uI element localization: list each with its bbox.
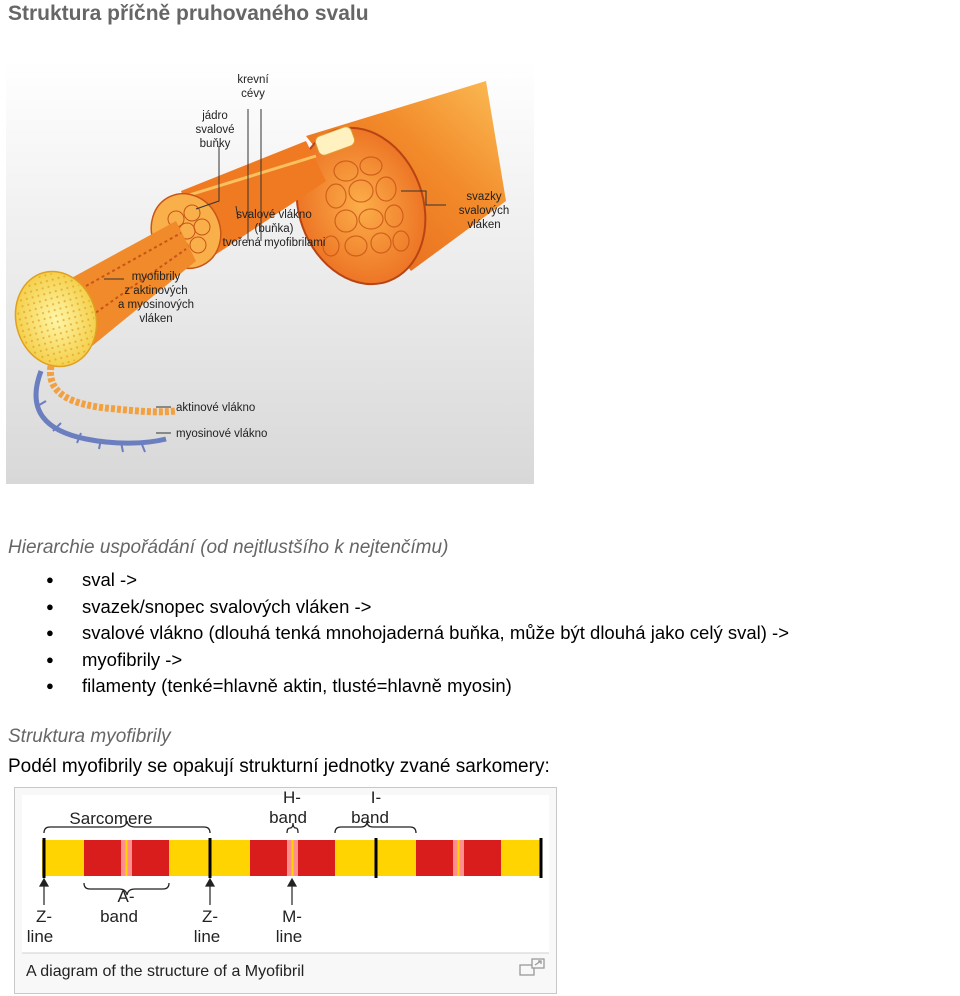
list-item-text: myofibrily -> [82, 648, 183, 670]
myofibril-diagram [14, 787, 557, 994]
label-nucleus-1: jádro [202, 110, 228, 122]
label-i-band-1: I- [370, 788, 382, 807]
label-a-band-2: band [100, 907, 138, 926]
list-item [0, 647, 960, 674]
label-sarcomere: Sarcomere [69, 809, 153, 828]
list-item [0, 673, 960, 700]
muscle-structure-figure [6, 61, 534, 484]
label-nucleus-3: buňky [199, 138, 231, 150]
bullet: ● [46, 598, 54, 614]
myofibril-heading: Struktura myofibrily [8, 726, 171, 747]
label-bundles-1: svazky [466, 191, 502, 203]
list-item-text: filamenty (tenké=hlavně aktin, tlusté=hlavně myosin) [82, 675, 512, 696]
list-item-text: svazek/snopec svalových vláken -> [82, 595, 372, 617]
label-nucleus-2: svalové [195, 124, 235, 136]
label-bundles-3: vláken [467, 219, 501, 231]
bullet: ● [46, 678, 54, 693]
hierarchy-list [0, 567, 960, 700]
label-blood-vessels-2: cévy [241, 88, 265, 100]
label-actin: aktinové vlákno [176, 402, 256, 414]
label-m-line-1: M- [282, 907, 302, 926]
myofibril-paragraph: Podél myofibrily se opakují strukturní jednotky zvané sarkomery: [8, 756, 550, 777]
page-title: Struktura příčně pruhovaného svalu [8, 2, 369, 25]
label-z-line-mid-1: Z- [201, 907, 219, 926]
list-item-text: sval -> [82, 569, 138, 590]
hierarchy-heading: Hierarchie uspořádání (od nejtlustšího k nejtenčímu) [8, 537, 449, 558]
bullet: ● [46, 572, 54, 587]
label-myofibrils-2: z aktinových [124, 285, 188, 297]
label-myofibrils-4: vláken [139, 313, 173, 325]
label-fiber-2: (buňka) [254, 223, 294, 235]
bullet: ● [46, 651, 54, 667]
label-z-line-left-1: Z- [35, 907, 53, 926]
label-h-band-2: band [269, 808, 307, 827]
label-fiber-3: tvořená myofibrilami [222, 237, 326, 249]
list-item [0, 567, 960, 594]
label-bundles-2: svalových [458, 205, 510, 217]
label-z-line-mid-2: line [193, 927, 221, 946]
label-fiber-1: svalové vlákno [236, 209, 312, 221]
list-item-text: svalové vlákno (dlouhá tenká mnohojaderná buňka, může být dlouhá jako celý sval) -> [82, 622, 790, 643]
label-h-band-1: H- [283, 788, 301, 807]
label-myofibrils-1: myofibrily [131, 271, 181, 283]
label-blood-vessels-1: krevní [237, 74, 269, 86]
label-myofibrils-3: a myosinových [117, 299, 195, 311]
list-item [0, 620, 960, 647]
label-z-line-left-2: line [26, 927, 54, 946]
label-i-band-2: band [351, 808, 389, 827]
label-m-line-2: line [275, 927, 303, 946]
label-a-band-1: A- [117, 887, 135, 906]
list-item [0, 594, 960, 621]
bullet: ● [46, 625, 54, 640]
label-myosin: myosinové vlákno [176, 428, 268, 440]
diagram-caption: A diagram of the structure of a Myofibril [26, 963, 305, 980]
